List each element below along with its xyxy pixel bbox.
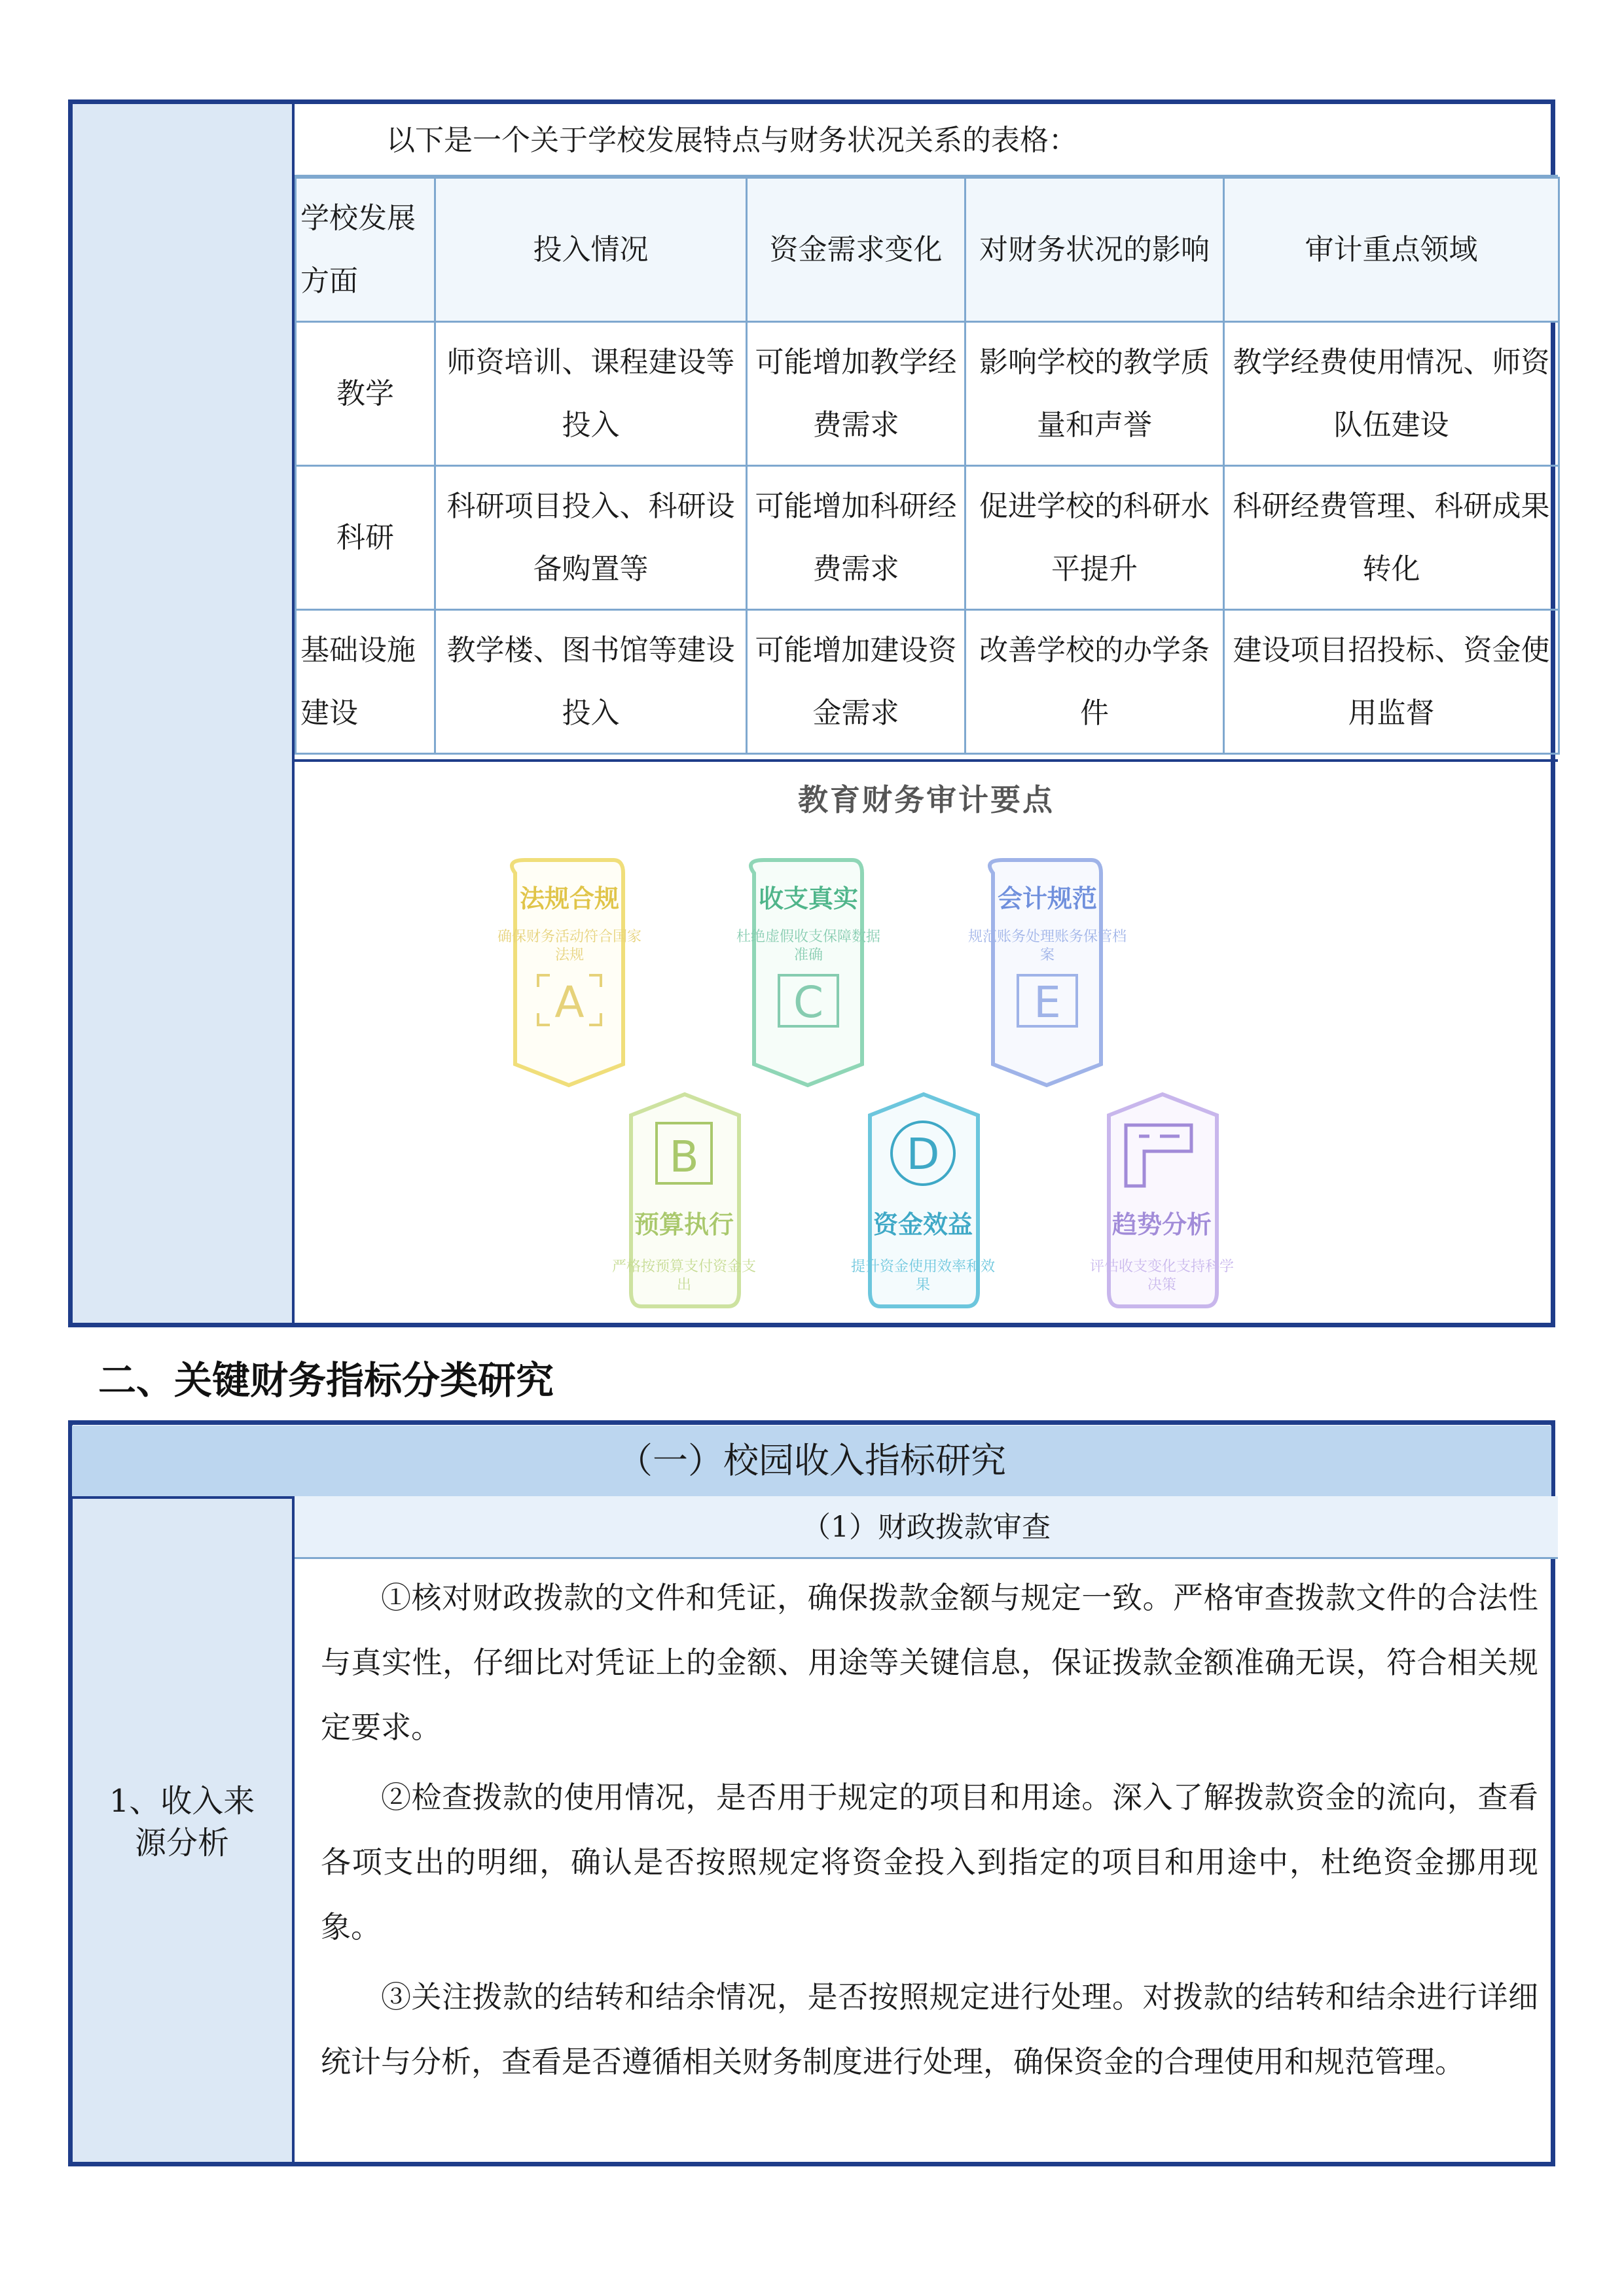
table-cell: 影响学校的教学质量和声誉 (965, 322, 1224, 466)
top-left-column (73, 104, 295, 1323)
item-title: （1）财政拨款审查 (295, 1496, 1558, 1559)
audit-card-d (851, 1094, 995, 1306)
table-cell: 科研 (296, 466, 435, 610)
table-cell: 教学经费使用情况、师资队伍建设 (1224, 322, 1559, 466)
card-letter-icon: B (669, 1132, 699, 1182)
card-desc: 规范账务处理账务保管档 (967, 929, 1127, 945)
table-cell: 基础设施建设 (296, 610, 435, 754)
card-desc: 案 (1039, 947, 1055, 963)
audit-card-b (612, 1094, 756, 1306)
paragraph: ③关注拨款的结转和结余情况，是否按照规定进行处理。对拨款的结转和结余进行详细统计与分析，查看是否遵循相关财务制度进行处理，确保资金的合理使用和规范管理。 (321, 1979, 1538, 2079)
table-cell: 科研项目投入、科研设备购置等 (435, 466, 747, 610)
section-title: 二、关键财务指标分类研究 (98, 1358, 554, 1403)
row-label-line: 源分析 (134, 1825, 229, 1861)
table-cell: 改善学校的办学条件 (965, 610, 1224, 754)
development-finance-table (295, 177, 1560, 755)
diagram-canvas (295, 762, 1558, 1325)
card-letter-icon: A (554, 977, 585, 1028)
table-cell: 可能增加教学经费需求 (747, 322, 965, 466)
table-cell: 师资培训、课程建设等投入 (435, 322, 747, 466)
card-desc: 果 (915, 1277, 931, 1293)
card-desc: 杜绝虚假收支保障数据 (736, 929, 881, 945)
audit-paragraphs (321, 1566, 1538, 2100)
header-cell: 审计重点领域 (1224, 178, 1559, 322)
table-cell: 促进学校的科研水平提升 (965, 466, 1224, 610)
table-row (296, 610, 1559, 754)
card-desc: 法规 (554, 947, 585, 963)
card-desc: 确保财务活动符合国家 (497, 929, 642, 945)
audit-card-e (968, 860, 1127, 1085)
card-desc: 提升资金使用效率和效 (850, 1259, 996, 1275)
header-cell: 投入情况 (435, 178, 747, 322)
subsection-title-band: （一）校园收入指标研究 (72, 1426, 1551, 1499)
card-title: 资金效益 (873, 1210, 973, 1239)
table-header-row (296, 178, 1559, 322)
row-label-line: 1、收入来 (109, 1783, 255, 1820)
intro-sentence: 以下是一个关于学校发展特点与财务状况关系的表格： (295, 105, 1558, 177)
card-title: 趋势分析 (1111, 1210, 1212, 1239)
card-desc: 准确 (793, 947, 823, 963)
card-letter-icon: C (793, 977, 824, 1028)
table-cell: 可能增加科研经费需求 (747, 466, 965, 610)
card-letter-icon: E (1034, 977, 1061, 1028)
card-title: 收支真实 (758, 884, 859, 913)
card-letter-icon: D (906, 1129, 940, 1179)
card-desc: 决策 (1147, 1277, 1177, 1293)
table-cell: 教学楼、图书馆等建设投入 (435, 610, 747, 754)
card-desc: 评估收支变化支持科学 (1089, 1259, 1235, 1275)
card-desc: 严格按预算支付资金支 (611, 1259, 757, 1275)
header-cell: 资金需求变化 (747, 178, 965, 322)
card-title: 法规合规 (519, 884, 620, 913)
paragraph: ①核对财政拨款的文件和凭证，确保拨款金额与规定一致。严格审查拨款文件的合法性与真实性，仔细比对凭证上的金额、用途等关键信息，保证拨款金额准确无误，符合相关规定要求。 (321, 1580, 1538, 1745)
card-title: 预算执行 (634, 1210, 734, 1239)
header-cell: 对财务状况的影响 (965, 178, 1224, 322)
card-desc: 出 (676, 1277, 692, 1293)
table-cell: 科研经费管理、科研成果转化 (1224, 466, 1559, 610)
audit-points-diagram (295, 762, 1558, 1325)
table-row (296, 466, 1559, 610)
table-cell: 教学 (296, 322, 435, 466)
audit-card-c (736, 860, 880, 1085)
row-label (72, 1780, 292, 1864)
table-cell: 可能增加建设资金需求 (747, 610, 965, 754)
audit-card-f (1090, 1094, 1234, 1306)
table-cell: 建设项目招投标、资金使用监督 (1224, 610, 1559, 754)
table-row (296, 322, 1559, 466)
card-title: 会计规范 (997, 884, 1098, 913)
paragraph: ②检查拨款的使用情况，是否用于规定的项目和用途。深入了解拨款资金的流向，查看各项支出的明细，确认是否按照规定将资金投入到指定的项目和用途中，杜绝资金挪用现象。 (321, 1780, 1538, 1945)
audit-card-a (497, 860, 641, 1085)
diagram-title: 教育财务审计要点 (798, 782, 1055, 817)
header-cell: 学校发展方面 (296, 178, 435, 322)
